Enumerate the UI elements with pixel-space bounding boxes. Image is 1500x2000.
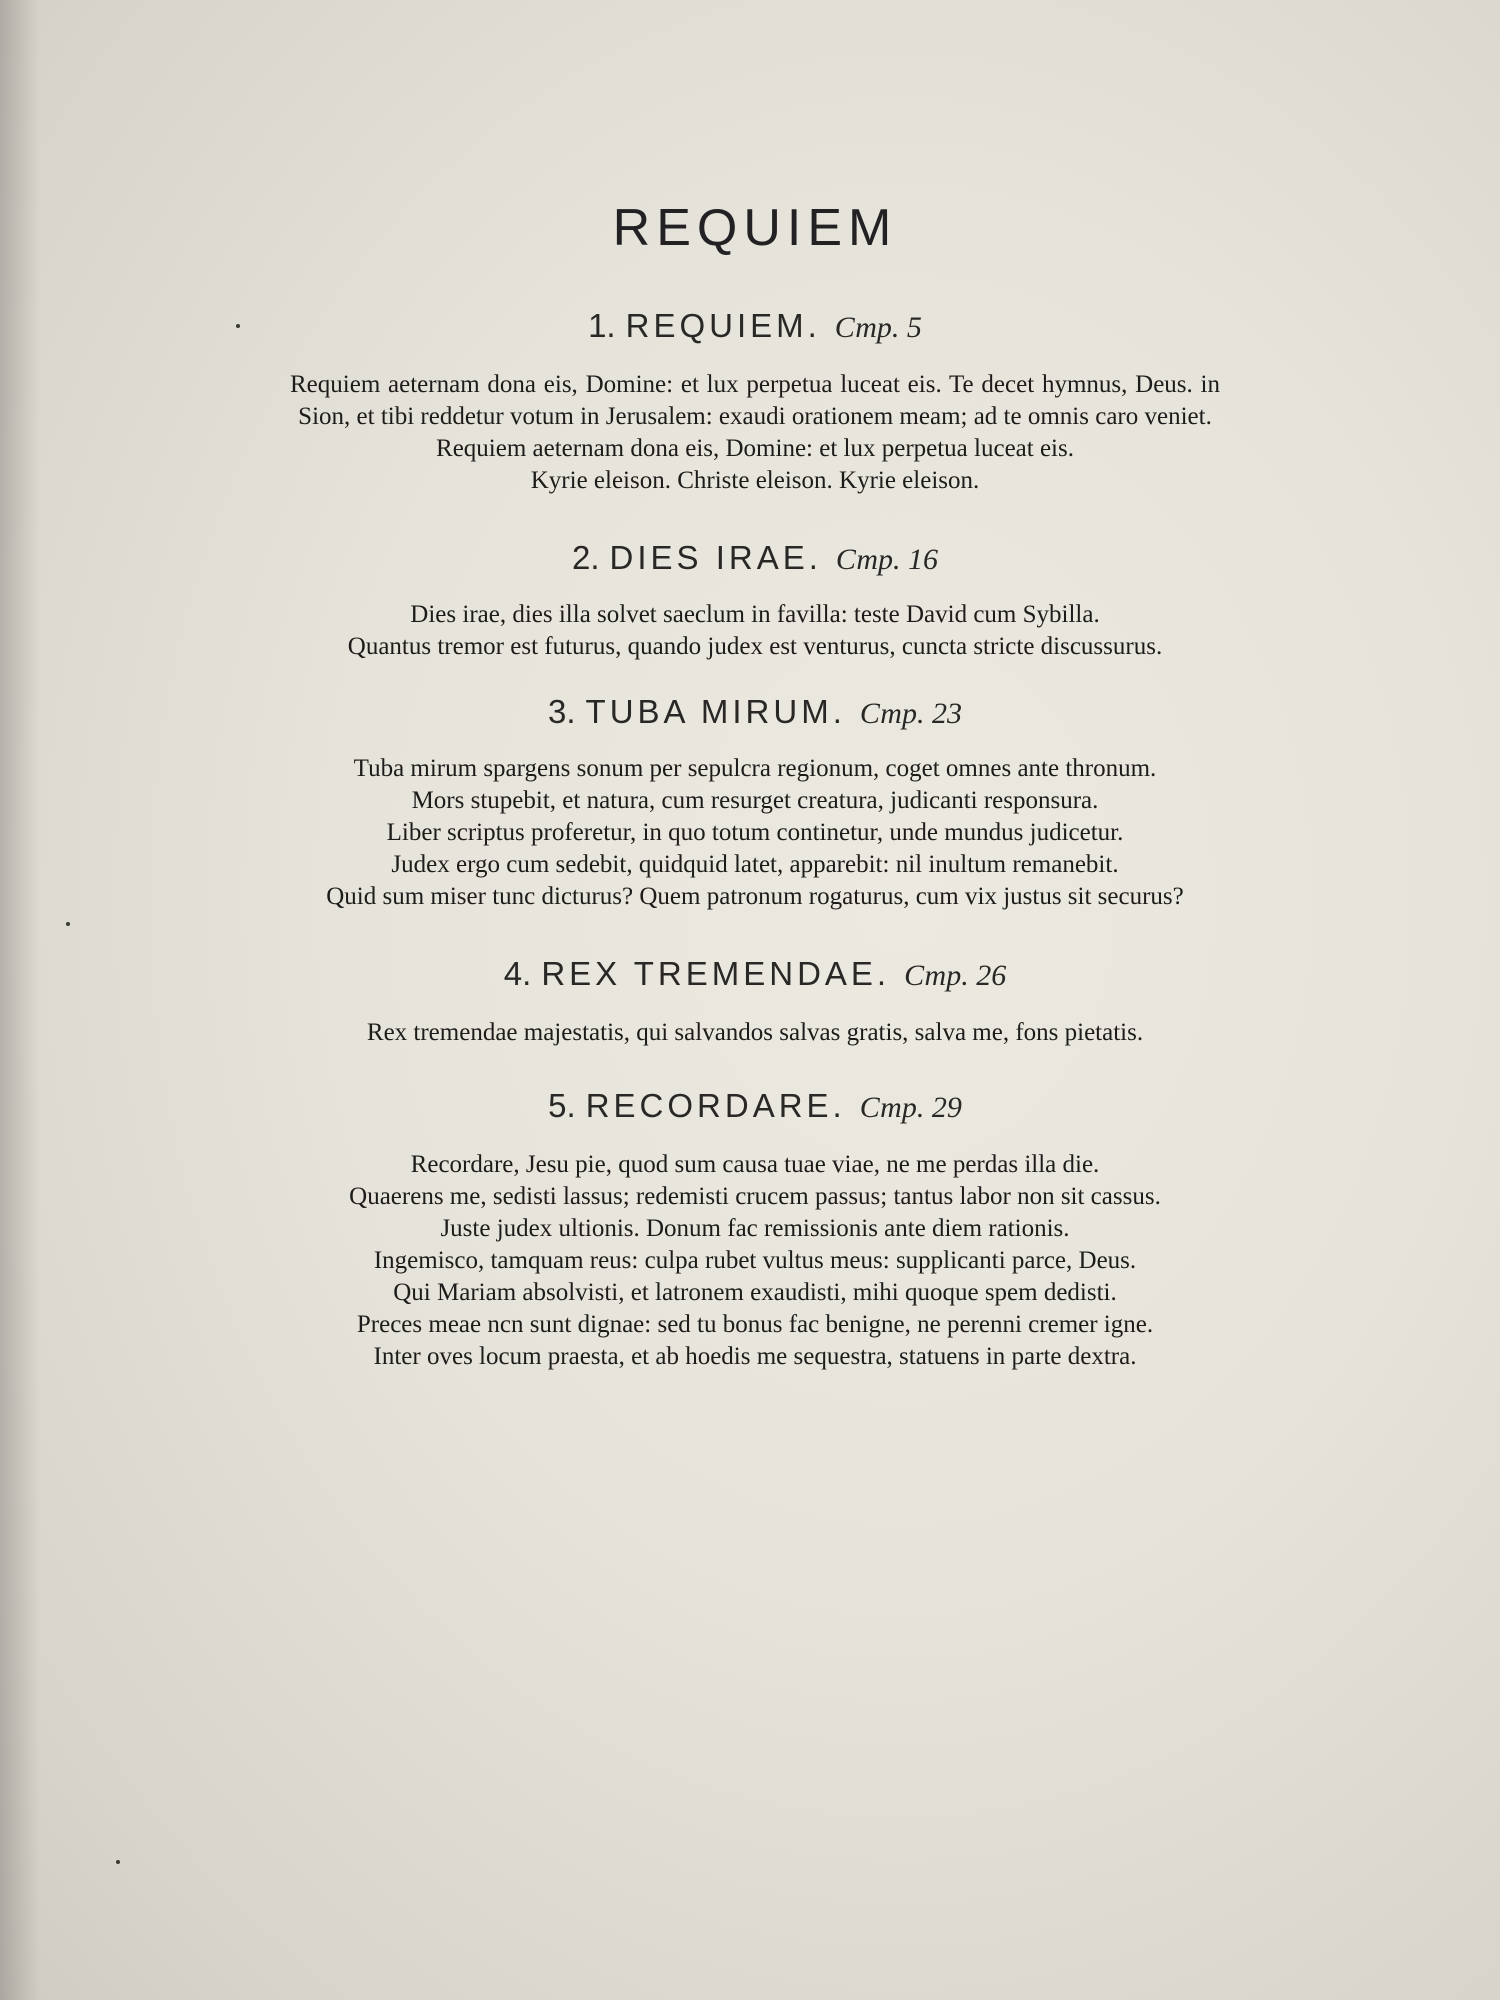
section-number: 4. bbox=[503, 955, 532, 992]
section-heading-tuba-mirum bbox=[290, 695, 1220, 729]
paper-speck bbox=[236, 324, 240, 328]
section-text-dies-irae bbox=[290, 599, 1220, 663]
verse-line: Kyrie eleison. Christe eleison. Kyrie eleison. bbox=[530, 467, 980, 494]
verse-line: Juste judex ultionis. Donum fac remissionis ante diem rationis. bbox=[440, 1215, 1070, 1242]
section-text-requiem bbox=[290, 369, 1220, 497]
verse-line: Requiem aeternam dona eis, Domine: et lux perpetua luceat eis. Te decet hymnus, Deus. in Sion, et tibi reddetur votum in Jerusalem: exaudi orationem meam; ad te omnis caro veniet. bbox=[290, 371, 1220, 430]
section-page-ref: Стр. 23 bbox=[859, 697, 962, 730]
section-page-ref: Стр. 29 bbox=[859, 1091, 962, 1124]
section-heading-recordare bbox=[290, 1089, 1220, 1123]
section-page-ref: Стр. 5 bbox=[834, 311, 922, 344]
section-number: 2. bbox=[571, 539, 600, 576]
paper-speck bbox=[116, 1860, 120, 1864]
verse-line: Dies irae, dies illa solvet saeclum in favilla: teste David cum Sybilla. bbox=[410, 601, 1100, 628]
page-gutter-shadow bbox=[0, 0, 40, 2000]
section-name: REX TREMENDAE. bbox=[541, 955, 891, 992]
verse-line: Judex ergo cum sedebit, quidquid latet, apparebit: nil inultum remanebit. bbox=[391, 851, 1119, 878]
verse-line: Qui Mariam absolvisti, et latronem exaudisti, mihi quoque spem dedisti. bbox=[393, 1279, 1117, 1306]
section-number: 5. bbox=[548, 1087, 576, 1124]
verse-line: Recordare, Jesu pie, quod sum causa tuae viae, ne me perdas illa die. bbox=[410, 1151, 1100, 1178]
section-name: RECORDARE. bbox=[585, 1087, 846, 1124]
verse-line: Rex tremendae majestatis, qui salvandos salvas gratis, salva me, fons pietatis. bbox=[366, 1019, 1144, 1046]
paper-speck bbox=[66, 922, 70, 926]
page-content bbox=[290, 0, 1220, 1373]
verse-line: Preces meae ncn sunt dignae: sed tu bonus fac benigne, ne perenni cremer igne. bbox=[356, 1311, 1154, 1338]
section-name: TUBA MIRUM. bbox=[585, 693, 846, 730]
section-text-tuba-mirum bbox=[290, 753, 1220, 913]
verse-line: Requiem aeternam dona eis, Domine: et lux perpetua luceat eis. bbox=[436, 435, 1074, 462]
verse-line: Mors stupebit, et natura, cum resurget creatura, judicanti responsura. bbox=[411, 787, 1099, 814]
verse-line: Ingemisco, tamquam reus: culpa rubet vultus meus: supplicanti parce, Deus. bbox=[373, 1247, 1137, 1274]
verse-line: Tuba mirum spargens sonum per sepulcra regionum, coget omnes ante thronum. bbox=[353, 755, 1157, 782]
section-heading-dies-irae bbox=[290, 541, 1220, 575]
section-number: 1. bbox=[588, 307, 616, 344]
section-text-rex-tremendae bbox=[290, 1017, 1220, 1049]
section-page-ref: Стр. 16 bbox=[835, 543, 939, 576]
section-page-ref: Стр. 26 bbox=[904, 959, 1007, 992]
page-title: REQUIEM bbox=[612, 199, 898, 257]
verse-line: Quaerens me, sedisti lassus; redemisti crucem passus; tantus labor non sit cassus. bbox=[349, 1183, 1161, 1210]
section-name: DIES IRAE. bbox=[609, 539, 822, 576]
section-heading-requiem bbox=[290, 309, 1220, 343]
section-heading-rex-tremendae bbox=[290, 957, 1220, 991]
verse-line: Inter oves locum praesta, et ab hoedis me sequestra, statuens in parte dextra. bbox=[373, 1343, 1137, 1370]
section-name: REQUIEM. bbox=[625, 307, 821, 344]
verse-line: Liber scriptus proferetur, in quo totum continetur, unde mundus judicetur. bbox=[386, 819, 1124, 846]
section-text-recordare bbox=[290, 1149, 1220, 1373]
verse-line: Quantus tremor est futurus, quando judex est venturus, cuncta stricte discussurus. bbox=[347, 633, 1163, 660]
verse-line: Quid sum miser tunc dicturus? Quem patronum rogaturus, cum vix justus sit securus? bbox=[326, 883, 1184, 910]
section-number: 3. bbox=[548, 693, 576, 730]
